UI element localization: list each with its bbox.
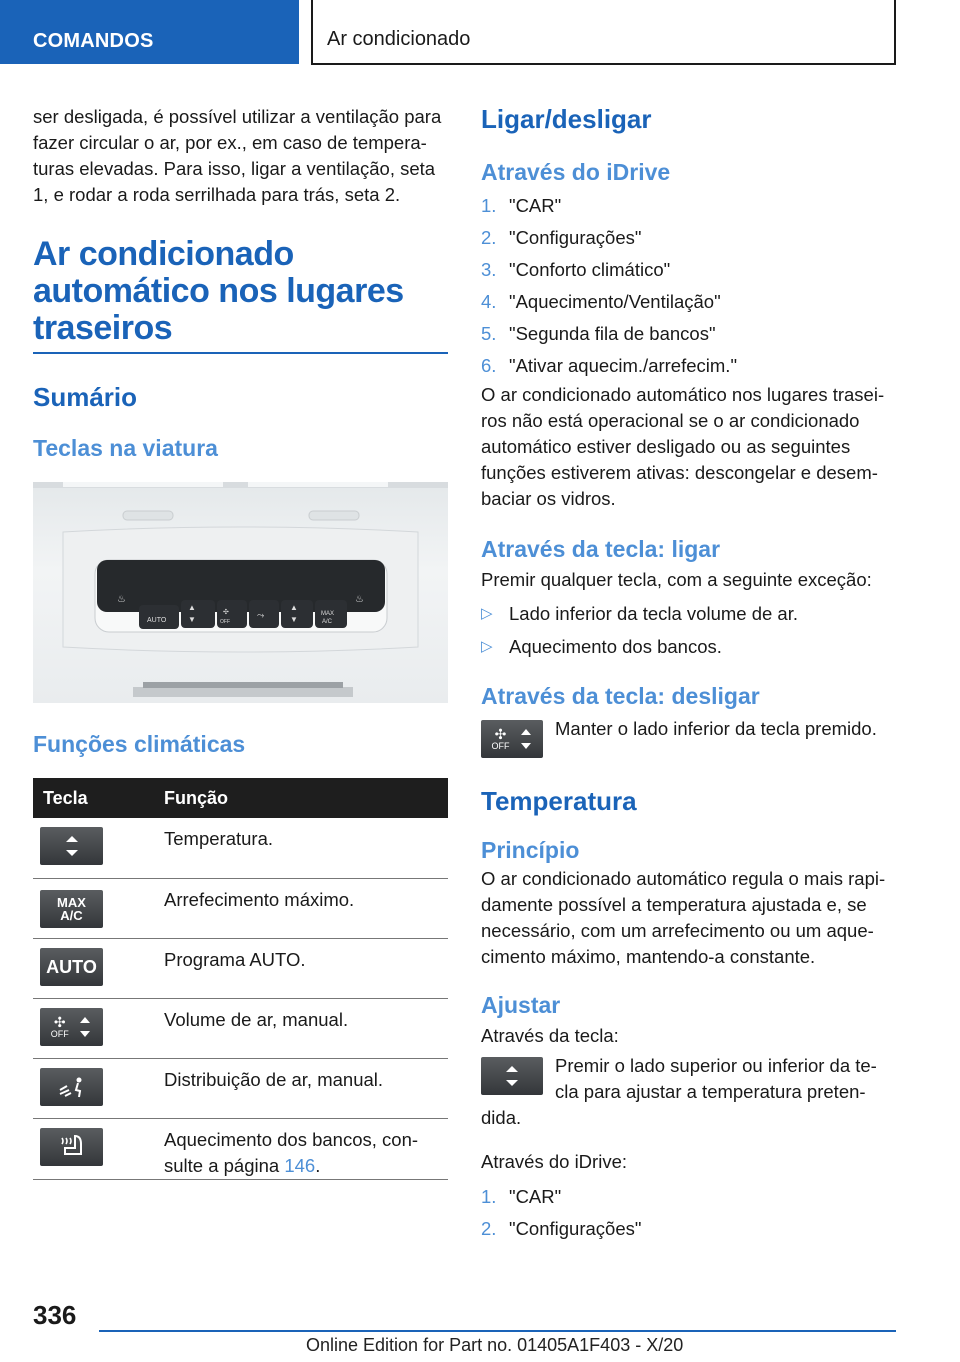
list-item: 2. "Configurações" xyxy=(481,227,642,248)
function-text: Distribuição de ar, manual. xyxy=(157,1058,448,1118)
ac-label: A/C xyxy=(60,907,83,923)
off-label: OFF xyxy=(491,741,510,751)
svg-text:MAX: MAX xyxy=(321,611,335,617)
function-text: Arrefecimento máximo. xyxy=(157,878,448,938)
section-tab: COMANDOS xyxy=(0,0,299,64)
svg-text:♨: ♨ xyxy=(117,594,126,605)
bullet-icon: ▷ xyxy=(481,638,493,655)
key-on-heading: Através da tecla: ligar xyxy=(481,536,721,562)
adjust-via-key: Através da tecla: xyxy=(481,1025,619,1046)
table-row xyxy=(33,938,448,998)
adjust-via-idrive: Através do iDrive: xyxy=(481,1151,627,1172)
key-off-text: Manter o lado inferior da tecla premido. xyxy=(555,718,877,739)
adjust-heading: Ajustar xyxy=(481,992,561,1018)
function-text: Volume de ar, manual. xyxy=(157,998,448,1058)
max-ac-icon xyxy=(40,890,103,928)
right-column xyxy=(481,104,896,1245)
page-header-title: Ar condicionado xyxy=(311,0,896,65)
list-item: 2. "Configurações" xyxy=(481,1218,642,1239)
footer-edition: Online Edition for Part no. 01405A1F403 - X/20 xyxy=(306,1335,684,1355)
svg-text:⤳: ⤳ xyxy=(257,610,265,620)
summary-heading: Sumário xyxy=(33,382,138,412)
list-item: 1. "CAR" xyxy=(481,195,562,216)
list-item: 6. "Ativar aquecim./arrefecim." xyxy=(481,355,738,376)
table-row xyxy=(33,998,448,1058)
table-row xyxy=(33,818,448,878)
idrive-steps xyxy=(481,190,896,382)
svg-text:▼: ▼ xyxy=(290,615,298,624)
idrive-note: O ar condicionado automático nos lugares trasei‐ros não está operacional se o ar condicionado automático estiver desligado ou as seguintes funções estiverem ativas: descongelar e desem‐baciar os vidros. xyxy=(481,384,885,509)
key-off-heading: Através da tecla: desligar xyxy=(481,683,760,709)
list-item: 1. "CAR" xyxy=(481,1186,562,1207)
key-on-text: Premir qualquer tecla, com a seguinte exceção: xyxy=(481,569,872,590)
key-off-row xyxy=(481,720,896,758)
fan-off-icon: ✣ OFF xyxy=(481,720,543,758)
intro-paragraph: ser desligada, é possível utilizar a ventilação para fazer circular o ar, por ex., em caso de tempera‐turas elevadas. Para isso, ligar a ventilação, seta 1, e rodar a roda serrilhada para trás, seta 2. xyxy=(33,106,442,205)
chapter-rule xyxy=(33,352,448,354)
functions-heading: Funções climáticas xyxy=(33,731,246,757)
table-row xyxy=(33,878,448,938)
auto-label: AUTO xyxy=(46,956,97,977)
col-header-function: Função xyxy=(157,778,448,818)
page-number: 336 xyxy=(33,1300,77,1330)
footer-rule xyxy=(99,1330,896,1332)
list-item: 5. "Segunda fila de bancos" xyxy=(481,323,716,344)
table-header-row xyxy=(33,778,448,818)
auto-icon xyxy=(40,948,103,986)
temperature-arrows-icon xyxy=(40,827,103,865)
svg-text:✣: ✣ xyxy=(223,609,229,616)
fan-off-icon: ✣ OFF xyxy=(40,1008,103,1046)
chapter-title: Ar condicionado automático nos lugares traseiros xyxy=(33,235,404,347)
function-text: Aquecimento dos bancos, con‐sulte a página 146. xyxy=(157,1118,448,1179)
table-row xyxy=(33,1058,448,1118)
svg-text:▲: ▲ xyxy=(188,603,196,612)
adjust-key-row xyxy=(481,1057,896,1105)
temperature-arrows-icon xyxy=(481,1057,543,1095)
list-item: ▷ Aquecimento dos bancos. xyxy=(481,630,896,663)
svg-text:OFF: OFF xyxy=(220,619,230,625)
max-label: MAX xyxy=(57,894,86,910)
onoff-heading: Ligar/desligar xyxy=(481,104,652,134)
function-text: Temperatura. xyxy=(157,818,448,878)
svg-text:A/C: A/C xyxy=(322,619,333,625)
rear-climate-panel-photo xyxy=(33,482,448,703)
principle-heading: Princípio xyxy=(481,837,580,863)
adjust-key-text-end: dida. xyxy=(481,1107,522,1128)
adjust-steps xyxy=(481,1181,896,1245)
svg-text:♨: ♨ xyxy=(355,594,364,605)
principle-text: O ar condicionado automático regula o mais rapi‐damente possível a temperatura ajustada e, se necessário, com um arrefecimento ou um aque‐cimento máximo, mantendo-a constante. xyxy=(481,868,886,967)
function-text: Programa AUTO. xyxy=(157,938,448,998)
seat-heating-icon xyxy=(40,1128,103,1166)
key-on-bullets xyxy=(481,597,896,663)
air-distribution-icon xyxy=(40,1068,103,1106)
off-label: OFF xyxy=(50,1028,69,1039)
svg-text:▼: ▼ xyxy=(188,615,196,624)
col-header-key: Tecla xyxy=(33,778,157,818)
svg-text:AUTO: AUTO xyxy=(147,617,167,624)
keys-heading: Teclas na viatura xyxy=(33,435,218,461)
list-item: 3. "Conforto climático" xyxy=(481,259,671,280)
temperature-heading: Temperatura xyxy=(481,786,637,816)
adjust-key-text: Premir o lado superior ou inferior da te‐cla para ajustar a temperatura preten‐ xyxy=(555,1055,877,1102)
functions-table xyxy=(33,778,448,1180)
list-item: 4. "Aquecimento/Ventilação" xyxy=(481,291,721,312)
idrive-heading: Através do iDrive xyxy=(481,159,671,185)
page-link-146[interactable]: 146 xyxy=(284,1154,316,1176)
left-column xyxy=(33,104,448,1180)
list-item: ▷ Lado inferior da tecla volume de ar. xyxy=(481,597,896,630)
table-row xyxy=(33,1118,448,1179)
bullet-icon: ▷ xyxy=(481,605,493,622)
panel-illustration xyxy=(33,482,448,703)
svg-text:▲: ▲ xyxy=(290,603,298,612)
